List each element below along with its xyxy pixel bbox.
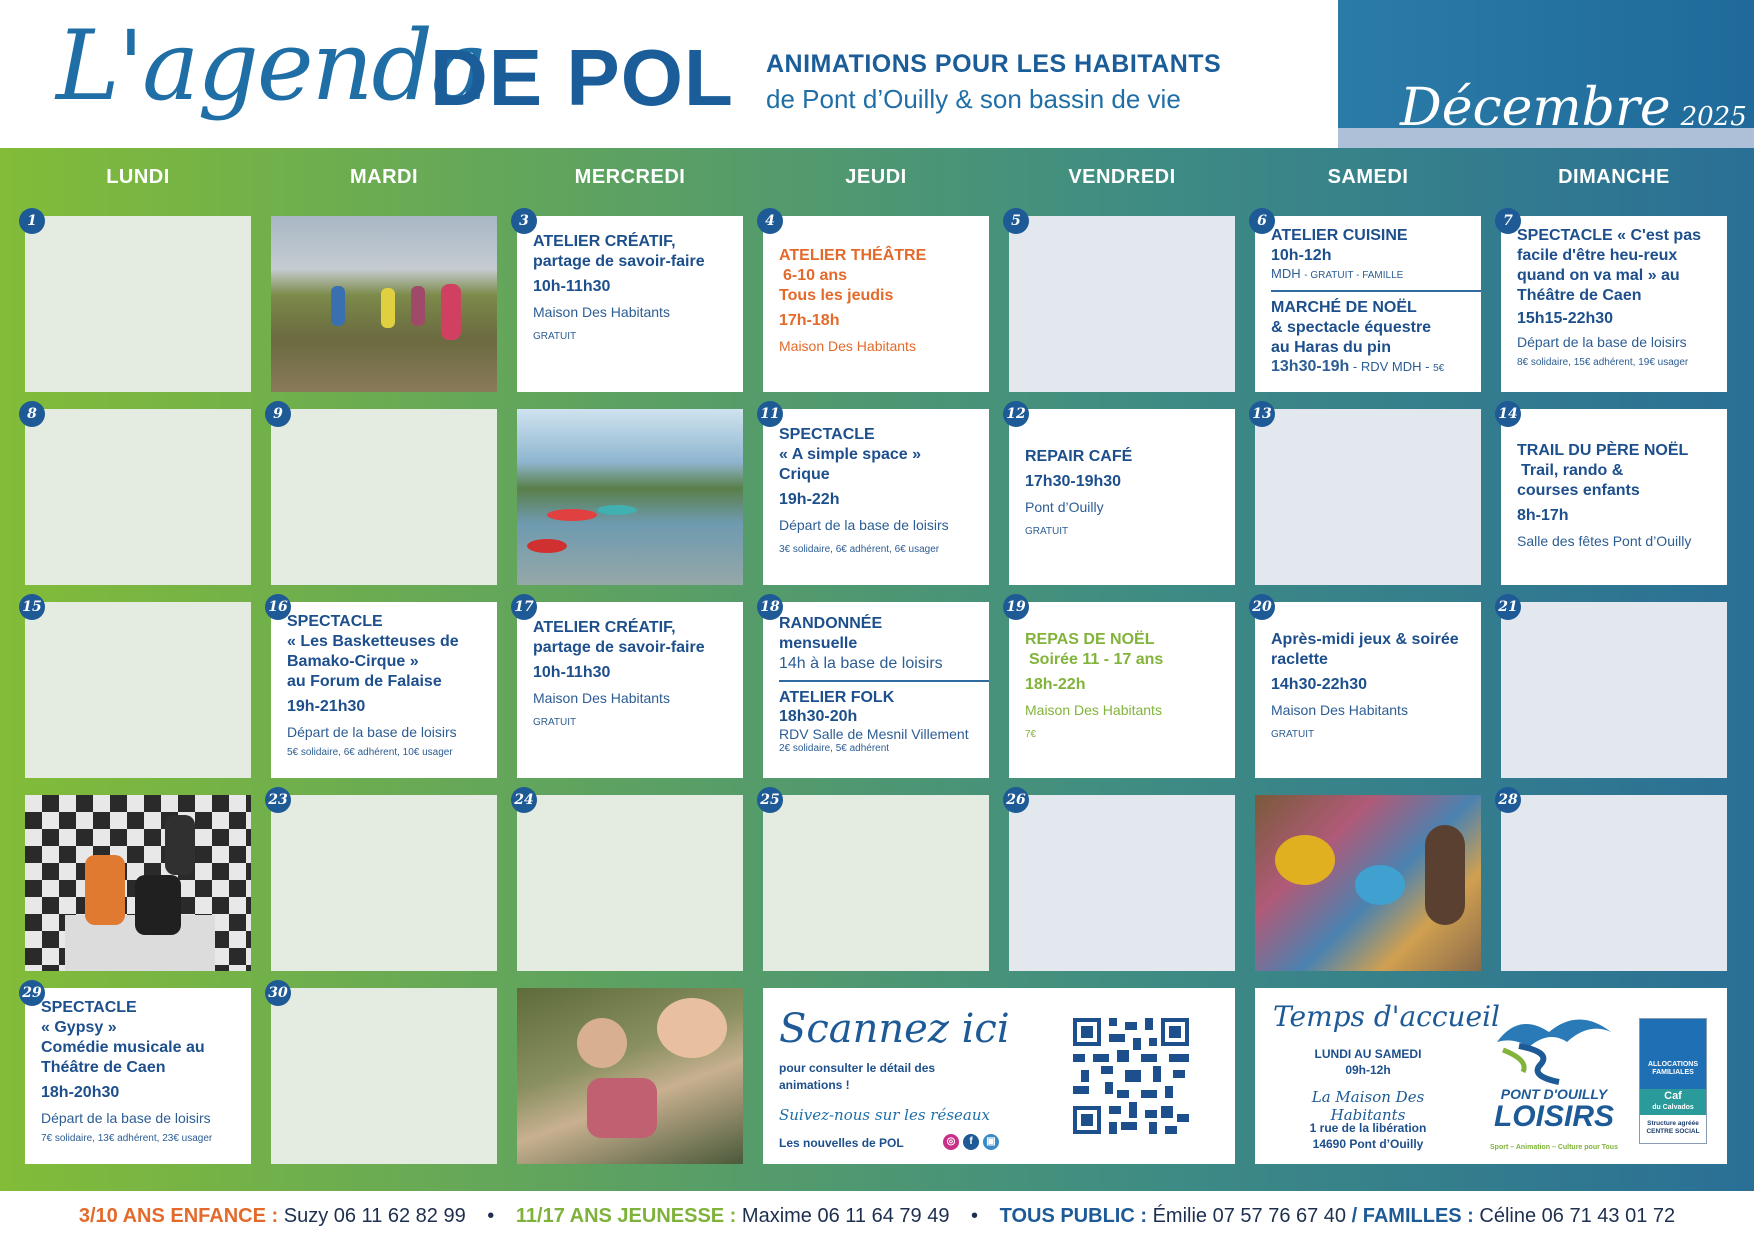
photo-hikers xyxy=(271,216,497,392)
day-cell-17[interactable] xyxy=(514,599,743,778)
day-cell-5[interactable] xyxy=(1009,213,1235,392)
event-subtitle: « A simple space » xyxy=(779,446,921,463)
day-cell-15[interactable] xyxy=(22,599,251,778)
event-subtitle: Trail, rando & xyxy=(1521,462,1624,479)
day-cell-26[interactable] xyxy=(1006,792,1235,971)
accueil-hours: 09h-12h xyxy=(1345,1063,1391,1077)
day-number: 17 xyxy=(511,594,537,620)
event-subtitle: & spectacle équestre xyxy=(1271,319,1432,336)
day-cell-23[interactable] xyxy=(268,792,497,971)
day-number: 5 xyxy=(1003,208,1029,234)
dayname-monday: LUNDI xyxy=(106,166,170,188)
day-number: 23 xyxy=(265,787,291,813)
event-title: RANDONNÉE xyxy=(779,615,883,632)
day-number: 7 xyxy=(1495,208,1521,234)
event-atelier-creatif xyxy=(533,232,735,344)
event-hours: 14h30-22h30 xyxy=(1271,676,1368,693)
event-separator xyxy=(1271,290,1481,292)
event-title: ATELIER THÉÂTRE xyxy=(779,247,927,264)
event-title: MARCHÉ DE NOËL xyxy=(1271,299,1417,316)
day-cell-20[interactable] xyxy=(1252,599,1481,778)
photo-kayak xyxy=(517,409,743,585)
subtitle-location: de Pont d’Ouilly & son bassin de vie xyxy=(766,84,1181,114)
day-number: 24 xyxy=(511,787,537,813)
contact-label-enfance: 3/10 ANS ENFANCE : xyxy=(78,1205,279,1227)
day-cell-21[interactable] xyxy=(1498,599,1727,778)
day-number: 13 xyxy=(1249,401,1275,427)
event-subtitle: Crique xyxy=(779,466,830,483)
pol-logo-name xyxy=(1481,1086,1627,1132)
day-number: 9 xyxy=(265,401,291,427)
event-hours: 8h-17h xyxy=(1517,507,1569,524)
address-line-2: 14690 Pont d’Ouilly xyxy=(1312,1137,1424,1151)
contact-label-jeunesse: 11/17 ANS JEUNESSE : xyxy=(515,1205,737,1227)
event-hours: 17h-18h xyxy=(779,312,840,329)
day-cell-11[interactable] xyxy=(760,406,989,585)
contact-familles: Céline 06 71 43 01 72 xyxy=(1479,1205,1676,1227)
title-bold: DE POL xyxy=(430,33,734,122)
title-script: L'agenda xyxy=(56,10,487,122)
event-place xyxy=(1271,266,1473,284)
event-extra: - GRATUIT - FAMILLE xyxy=(1304,270,1404,281)
event-extra: - RDV MDH - xyxy=(1352,359,1434,374)
caf-name: Caf xyxy=(1664,1090,1682,1102)
header xyxy=(0,0,1754,148)
event-price: 7€ xyxy=(1025,729,1037,740)
news-icon[interactable]: ▣ xyxy=(983,1134,999,1150)
event-price: GRATUIT xyxy=(1025,526,1069,537)
event-hours: 17h30-19h30 xyxy=(1025,473,1122,490)
event-price: 3€ solidaire, 6€ adhérent, 6€ usager xyxy=(779,544,940,555)
day-cell-8[interactable] xyxy=(25,406,251,585)
accueil-days: LUNDI AU SAMEDI xyxy=(1314,1047,1422,1061)
facebook-icon[interactable]: f xyxy=(963,1134,979,1150)
event-title: SPECTACLE « C'est pas facile d'être heu-reux quand on va mal » au Théâtre de Caen xyxy=(1517,227,1701,304)
address-line-1: 1 rue de la libération xyxy=(1309,1121,1427,1135)
event-subtitle: « Les Basketteuses de Bamako-Cirque » xyxy=(287,633,459,670)
day-number: 25 xyxy=(757,787,783,813)
event-subtitle: Tous les jeudis xyxy=(779,287,894,304)
dayname-thursday: JEUDI xyxy=(845,166,907,188)
event-place: Salle des fêtes Pont d’Ouilly xyxy=(1517,533,1692,549)
event-price: 2€ solidaire, 5€ adhérent xyxy=(779,743,890,754)
day-cell-12[interactable] xyxy=(1006,406,1235,585)
accueil-panel xyxy=(1255,988,1727,1164)
event-hours: 19h-21h30 xyxy=(287,698,366,715)
event-atelier-theatre xyxy=(779,246,981,356)
day-cell-4[interactable] xyxy=(763,213,989,392)
footer-slash: / xyxy=(1351,1205,1363,1227)
day-number: 29 xyxy=(19,980,45,1006)
caf-logo-bottom xyxy=(1640,1115,1706,1143)
day-cell-24[interactable] xyxy=(514,792,743,971)
event-hours: 18h-20h30 xyxy=(41,1084,120,1101)
day-number: 1 xyxy=(19,208,45,234)
caf-logo-middle xyxy=(1640,1089,1706,1115)
event-place: Maison Des Habitants xyxy=(533,304,670,320)
day-cell-3[interactable] xyxy=(517,213,743,392)
day-number: 12 xyxy=(1003,401,1029,427)
day-number: 30 xyxy=(265,980,291,1006)
day-number: 15 xyxy=(19,594,45,620)
day-cell-29[interactable] xyxy=(22,985,251,1164)
accueil-title: Temps d'accueil xyxy=(1273,1000,1501,1033)
event-place: Maison Des Habitants xyxy=(1271,702,1408,718)
event-title: ATELIER FOLK xyxy=(779,689,895,706)
day-cell-6[interactable] xyxy=(1255,213,1481,392)
day-number: 3 xyxy=(511,208,537,234)
event-atelier-creatif xyxy=(533,618,735,730)
event-spectacle-theatre-caen xyxy=(1517,226,1719,370)
event-subtitle: « Gypsy » xyxy=(41,1019,117,1036)
month-label xyxy=(1400,78,1747,138)
day-cell-7[interactable] xyxy=(1501,213,1727,392)
event-hours: 18h-22h xyxy=(1025,676,1086,693)
event-hours: 10h-12h xyxy=(1271,247,1332,264)
month-name: Décembre xyxy=(1400,78,1671,138)
instagram-icon[interactable]: ◎ xyxy=(943,1134,959,1150)
day-number: 11 xyxy=(757,401,783,427)
dayname-tuesday: MARDI xyxy=(349,166,419,188)
contact-label-familles: FAMILLES : xyxy=(1362,1205,1474,1227)
event-hours: 15h15-22h30 xyxy=(1517,310,1614,327)
event-details xyxy=(1271,358,1473,378)
day-number: 28 xyxy=(1495,787,1521,813)
event-place: Maison Des Habitants xyxy=(779,338,916,354)
caf-region: du Calvados xyxy=(1652,1104,1694,1111)
event-hours: 18h30-20h xyxy=(779,708,858,725)
event-hours: 10h-11h30 xyxy=(533,664,611,681)
event-spectacle-basketteuses xyxy=(287,612,489,760)
event-title: REPAS DE NOËL xyxy=(1025,631,1155,648)
event-subtitle: Comédie musicale au Théâtre de Caen xyxy=(41,1039,205,1076)
event-price: 5€ xyxy=(1433,363,1445,374)
scan-panel xyxy=(763,988,1235,1164)
event-place-mdh: MDH xyxy=(1271,266,1301,281)
event-place: RDV Salle de Mesnil Villement xyxy=(779,726,969,742)
day-cell-14[interactable] xyxy=(1498,406,1727,585)
day-number: 6 xyxy=(1249,208,1275,234)
dayname-friday: VENDREDI xyxy=(1068,166,1176,188)
pol-logo-line-1: PONT D'OUILLY xyxy=(1500,1086,1608,1102)
pol-logo-tagline: Sport – Animation – Culture pour Tous xyxy=(1490,1144,1618,1151)
event-place: Maison Des Habitants xyxy=(1025,702,1162,718)
event-hours: 14h à la base de loisirs xyxy=(779,655,943,672)
event-place: Départ de la base de loisirs xyxy=(287,724,457,740)
day-cell-19[interactable] xyxy=(1006,599,1235,778)
event-title: SPECTACLE xyxy=(41,999,137,1016)
event-title: ATELIER CRÉATIF, partage de savoir-faire xyxy=(533,233,705,270)
day-cell-13[interactable] xyxy=(1252,406,1481,585)
event-price: 5€ solidaire, 6€ adhérent, 10€ usager xyxy=(287,747,453,758)
event-title: REPAIR CAFÉ xyxy=(1025,448,1133,465)
caf-social-center: CENTRE SOCIAL xyxy=(1646,1128,1700,1135)
social-icons xyxy=(943,1134,999,1150)
contact-tous-public: Émilie 07 57 76 67 40 xyxy=(1152,1205,1347,1227)
event-price: GRATUIT xyxy=(533,717,577,728)
calendar-grid xyxy=(0,148,1754,1191)
dayname-saturday: SAMEDI xyxy=(1327,166,1409,188)
accueil-schedule xyxy=(1273,1046,1463,1078)
event-jeux-raclette xyxy=(1271,630,1473,742)
event-place: Maison Des Habitants xyxy=(533,690,670,706)
photo-kids-orienteering xyxy=(517,988,743,1164)
photo-patchwork xyxy=(1255,795,1481,971)
event-price: 7€ solidaire, 13€ adhérent, 23€ usager xyxy=(41,1133,213,1144)
day-number: 21 xyxy=(1495,594,1521,620)
event-hours: 19h-22h xyxy=(779,491,840,508)
scan-news: Les nouvelles de POL xyxy=(779,1136,904,1150)
contact-jeunesse: Maxime 06 11 64 79 49 xyxy=(741,1205,950,1227)
event-subtitle: mensuelle xyxy=(779,635,858,652)
caf-agreement: Structure agréée xyxy=(1647,1120,1699,1127)
event-subtitle: au Forum de Falaise xyxy=(287,673,442,690)
event-atelier-cuisine xyxy=(1271,226,1473,378)
event-subtitle: Soirée 11 - 17 ans xyxy=(1029,651,1164,668)
event-subtitle: 6-10 ans xyxy=(783,267,848,284)
year-label: 2025 xyxy=(1680,102,1747,132)
event-place: Départ de la base de loisirs xyxy=(1517,334,1687,350)
event-place: Pont d’Ouilly xyxy=(1025,499,1104,515)
dayname-sunday: DIMANCHE xyxy=(1558,166,1670,188)
photo-karting-podium xyxy=(25,795,251,971)
event-title: SPECTACLE xyxy=(287,613,383,630)
caf-allocations: ALLOCATIONS FAMILIALES xyxy=(1647,1061,1699,1076)
qr-code[interactable] xyxy=(1073,1002,1189,1150)
scan-title: Scannez ici xyxy=(779,1006,1010,1052)
event-randonnee xyxy=(779,614,981,756)
subtitle-animations: ANIMATIONS POUR LES HABITANTS xyxy=(766,50,1222,78)
day-cell-9[interactable] xyxy=(271,406,497,585)
event-subtitle: au Haras du pin xyxy=(1271,339,1392,356)
footer-separator: • xyxy=(971,1205,979,1227)
event-title: TRAIL DU PÈRE NOËL xyxy=(1517,442,1689,459)
day-number: 19 xyxy=(1003,594,1029,620)
event-trail-pere-noel xyxy=(1517,441,1719,551)
event-repas-noel xyxy=(1025,630,1227,742)
event-title: ATELIER CUISINE xyxy=(1271,227,1408,244)
accueil-place: La Maison Des Habitants xyxy=(1311,1088,1425,1124)
event-price: 8€ solidaire, 15€ adhérent, 19€ usager xyxy=(1517,357,1689,368)
event-hours: 13h30-19h xyxy=(1271,358,1350,375)
day-cell-30[interactable] xyxy=(268,985,497,1164)
day-number: 4 xyxy=(757,208,783,234)
event-spectacle-gypsy xyxy=(41,998,243,1146)
event-title: Après-midi jeux & soirée raclette xyxy=(1271,631,1459,668)
day-number: 26 xyxy=(1003,787,1029,813)
day-cell-1[interactable] xyxy=(25,213,251,392)
event-place: Départ de la base de loisirs xyxy=(41,1110,211,1126)
event-title: SPECTACLE xyxy=(779,426,875,443)
footer-separator: • xyxy=(487,1205,495,1227)
day-cell-18[interactable] xyxy=(760,599,989,778)
event-place: Départ de la base de loisirs xyxy=(779,517,949,533)
accueil-address xyxy=(1273,1120,1463,1152)
day-number: 14 xyxy=(1495,401,1521,427)
day-cell-25[interactable] xyxy=(760,792,989,971)
day-number: 16 xyxy=(265,594,291,620)
event-price: GRATUIT xyxy=(533,331,577,342)
event-spectacle-simple-space xyxy=(779,425,981,557)
day-number: 8 xyxy=(19,401,45,427)
caf-logo xyxy=(1639,1018,1707,1144)
caf-logo-top xyxy=(1640,1019,1706,1089)
day-number: 18 xyxy=(757,594,783,620)
scan-follow: Suivez-nous sur les réseaux xyxy=(779,1106,990,1124)
event-price: GRATUIT xyxy=(1271,729,1315,740)
event-repair-cafe xyxy=(1025,447,1227,539)
event-separator xyxy=(779,680,989,682)
contact-footer xyxy=(0,1191,1754,1241)
scan-subtitle: pour consulter le détail des animations ! xyxy=(779,1061,936,1092)
event-hours: 10h-11h30 xyxy=(533,278,611,295)
event-title: ATELIER CRÉATIF, partage de savoir-faire xyxy=(533,619,705,656)
pol-logo-line-2: LOISIRS xyxy=(1493,1100,1614,1133)
contact-enfance: Suzy 06 11 62 82 99 xyxy=(283,1205,466,1227)
event-subtitle: courses enfants xyxy=(1517,482,1640,499)
day-cell-16[interactable] xyxy=(268,599,497,778)
day-number: 20 xyxy=(1249,594,1275,620)
contact-label-tous-public: TOUS PUBLIC : xyxy=(999,1205,1148,1227)
day-cell-28[interactable] xyxy=(1498,792,1727,971)
dayname-wednesday: MERCREDI xyxy=(574,166,686,188)
